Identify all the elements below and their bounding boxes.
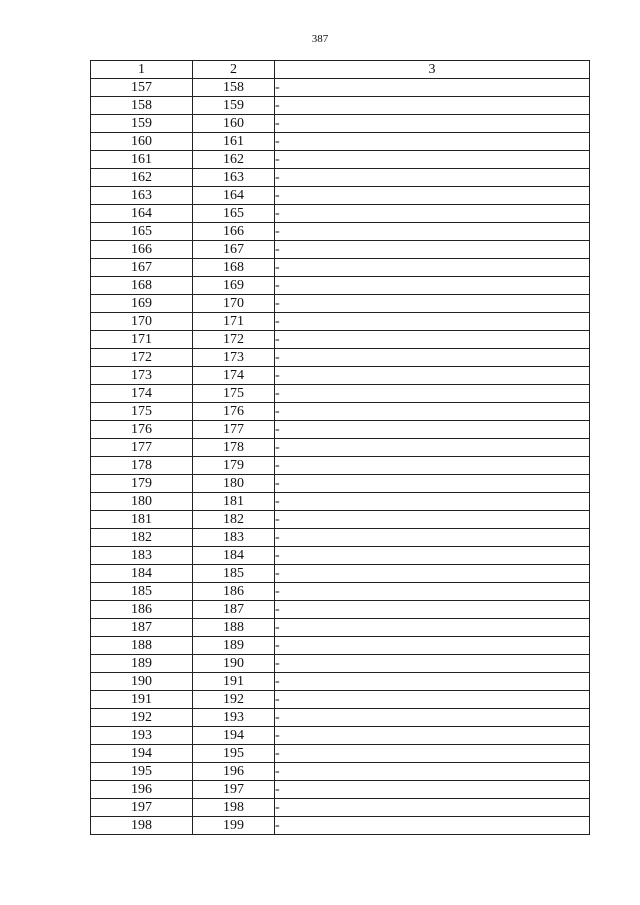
table-row — [91, 475, 590, 493]
table-cell-col-2: 181 — [193, 493, 275, 511]
table-row — [91, 223, 590, 241]
table-cell-col-3: - — [275, 187, 590, 205]
table-cell-col-1: 191 — [91, 691, 193, 709]
table-cell-col-1: 192 — [91, 709, 193, 727]
table-cell-col-2: 189 — [193, 637, 275, 655]
table-row — [91, 745, 590, 763]
table-row — [91, 385, 590, 403]
table-cell-col-2: 180 — [193, 475, 275, 493]
table-cell-col-1: 175 — [91, 403, 193, 421]
table-cell-col-1: 186 — [91, 601, 193, 619]
table-cell-col-3: - — [275, 673, 590, 691]
table-cell-col-3: - — [275, 349, 590, 367]
table-row — [91, 673, 590, 691]
table-cell-col-2: 194 — [193, 727, 275, 745]
table-cell-col-3: - — [275, 583, 590, 601]
table-cell-col-1: 173 — [91, 367, 193, 385]
table-row — [91, 133, 590, 151]
table-cell-col-3: - — [275, 223, 590, 241]
table-row — [91, 781, 590, 799]
column-header-2: 2 — [193, 61, 275, 79]
table-cell-col-3: - — [275, 709, 590, 727]
table-cell-col-3: - — [275, 781, 590, 799]
table-cell-col-1: 188 — [91, 637, 193, 655]
table-cell-col-1: 162 — [91, 169, 193, 187]
table-cell-col-2: 168 — [193, 259, 275, 277]
table-cell-col-3: - — [275, 601, 590, 619]
table-cell-col-1: 184 — [91, 565, 193, 583]
table-cell-col-1: 196 — [91, 781, 193, 799]
table-cell-col-1: 161 — [91, 151, 193, 169]
table-cell-col-1: 166 — [91, 241, 193, 259]
table-cell-col-2: 197 — [193, 781, 275, 799]
table-row — [91, 313, 590, 331]
table-cell-col-1: 177 — [91, 439, 193, 457]
table-cell-col-2: 173 — [193, 349, 275, 367]
table-row — [91, 619, 590, 637]
table-row — [91, 259, 590, 277]
table-cell-col-3: - — [275, 511, 590, 529]
table-cell-col-3: - — [275, 799, 590, 817]
table-cell-col-2: 161 — [193, 133, 275, 151]
table-cell-col-3: - — [275, 403, 590, 421]
table-body — [91, 79, 590, 835]
table-cell-col-1: 187 — [91, 619, 193, 637]
table-cell-col-1: 185 — [91, 583, 193, 601]
table-cell-col-3: - — [275, 295, 590, 313]
column-header-1: 1 — [91, 61, 193, 79]
table-cell-col-3: - — [275, 493, 590, 511]
table-cell-col-2: 196 — [193, 763, 275, 781]
table-cell-col-1: 176 — [91, 421, 193, 439]
table-cell-col-1: 167 — [91, 259, 193, 277]
table-cell-col-3: - — [275, 97, 590, 115]
table-cell-col-2: 178 — [193, 439, 275, 457]
table-row — [91, 97, 590, 115]
table-row — [91, 115, 590, 133]
table-cell-col-3: - — [275, 151, 590, 169]
table-cell-col-3: - — [275, 475, 590, 493]
table-row — [91, 727, 590, 745]
table-cell-col-3: - — [275, 817, 590, 835]
table-cell-col-1: 195 — [91, 763, 193, 781]
table-cell-col-2: 199 — [193, 817, 275, 835]
table-row — [91, 349, 590, 367]
table-row — [91, 277, 590, 295]
table-cell-col-2: 162 — [193, 151, 275, 169]
table-cell-col-2: 187 — [193, 601, 275, 619]
table-row — [91, 241, 590, 259]
table-cell-col-3: - — [275, 727, 590, 745]
table-cell-col-2: 198 — [193, 799, 275, 817]
table-row — [91, 367, 590, 385]
table-cell-col-3: - — [275, 421, 590, 439]
table-header-row — [91, 61, 590, 79]
table-cell-col-3: - — [275, 763, 590, 781]
table-cell-col-2: 195 — [193, 745, 275, 763]
table-row — [91, 295, 590, 313]
table-row — [91, 151, 590, 169]
table-cell-col-2: 184 — [193, 547, 275, 565]
table-cell-col-1: 190 — [91, 673, 193, 691]
table-cell-col-3: - — [275, 457, 590, 475]
table-cell-col-1: 198 — [91, 817, 193, 835]
table-cell-col-2: 160 — [193, 115, 275, 133]
table-cell-col-1: 197 — [91, 799, 193, 817]
table-cell-col-2: 179 — [193, 457, 275, 475]
table-cell-col-2: 165 — [193, 205, 275, 223]
table-cell-col-2: 167 — [193, 241, 275, 259]
table-cell-col-2: 164 — [193, 187, 275, 205]
table-cell-col-2: 170 — [193, 295, 275, 313]
table-cell-col-1: 183 — [91, 547, 193, 565]
table-row — [91, 403, 590, 421]
table-cell-col-3: - — [275, 277, 590, 295]
table-cell-col-3: - — [275, 565, 590, 583]
table-cell-col-1: 193 — [91, 727, 193, 745]
table-cell-col-1: 159 — [91, 115, 193, 133]
table-row — [91, 763, 590, 781]
table-row — [91, 565, 590, 583]
table-cell-col-2: 174 — [193, 367, 275, 385]
table-cell-col-1: 157 — [91, 79, 193, 97]
table-cell-col-2: 159 — [193, 97, 275, 115]
table-row — [91, 709, 590, 727]
table-cell-col-1: 181 — [91, 511, 193, 529]
table-cell-col-3: - — [275, 313, 590, 331]
table-cell-col-2: 163 — [193, 169, 275, 187]
table-cell-col-1: 171 — [91, 331, 193, 349]
table-cell-col-1: 170 — [91, 313, 193, 331]
table-cell-col-2: 190 — [193, 655, 275, 673]
table-cell-col-3: - — [275, 79, 590, 97]
table-row — [91, 511, 590, 529]
table-row — [91, 601, 590, 619]
table-row — [91, 637, 590, 655]
table-row — [91, 169, 590, 187]
table-cell-col-3: - — [275, 745, 590, 763]
table-cell-col-3: - — [275, 385, 590, 403]
table-cell-col-1: 189 — [91, 655, 193, 673]
table-row — [91, 331, 590, 349]
table-cell-col-3: - — [275, 547, 590, 565]
table-row — [91, 547, 590, 565]
table-cell-col-1: 164 — [91, 205, 193, 223]
table-cell-col-3: - — [275, 439, 590, 457]
table-cell-col-3: - — [275, 637, 590, 655]
table-cell-col-3: - — [275, 691, 590, 709]
table-cell-col-2: 166 — [193, 223, 275, 241]
table-cell-col-1: 172 — [91, 349, 193, 367]
table-row — [91, 583, 590, 601]
table-row — [91, 655, 590, 673]
table-row — [91, 205, 590, 223]
table-cell-col-1: 178 — [91, 457, 193, 475]
table-cell-col-2: 172 — [193, 331, 275, 349]
table-cell-col-2: 158 — [193, 79, 275, 97]
table-row — [91, 421, 590, 439]
table-cell-col-1: 168 — [91, 277, 193, 295]
table-cell-col-3: - — [275, 133, 590, 151]
table-cell-col-1: 163 — [91, 187, 193, 205]
table-cell-col-3: - — [275, 241, 590, 259]
table-cell-col-2: 171 — [193, 313, 275, 331]
column-header-3: 3 — [275, 61, 590, 79]
table-cell-col-1: 182 — [91, 529, 193, 547]
table-cell-col-2: 182 — [193, 511, 275, 529]
table-cell-col-2: 188 — [193, 619, 275, 637]
table-cell-col-2: 183 — [193, 529, 275, 547]
table-row — [91, 493, 590, 511]
table-row — [91, 799, 590, 817]
table-row — [91, 691, 590, 709]
table-cell-col-3: - — [275, 205, 590, 223]
table-cell-col-3: - — [275, 529, 590, 547]
data-table — [90, 60, 590, 835]
table-cell-col-2: 191 — [193, 673, 275, 691]
table-cell-col-3: - — [275, 115, 590, 133]
table-cell-col-1: 158 — [91, 97, 193, 115]
table-cell-col-1: 194 — [91, 745, 193, 763]
table-row — [91, 79, 590, 97]
table-cell-col-3: - — [275, 169, 590, 187]
table-cell-col-2: 176 — [193, 403, 275, 421]
table-cell-col-3: - — [275, 259, 590, 277]
table-cell-col-1: 174 — [91, 385, 193, 403]
table-cell-col-3: - — [275, 619, 590, 637]
page-number: 387 — [311, 33, 329, 45]
table-cell-col-1: 165 — [91, 223, 193, 241]
table-cell-col-2: 193 — [193, 709, 275, 727]
table-cell-col-1: 180 — [91, 493, 193, 511]
table-cell-col-2: 192 — [193, 691, 275, 709]
table-cell-col-1: 179 — [91, 475, 193, 493]
table-cell-col-2: 186 — [193, 583, 275, 601]
table-cell-col-2: 185 — [193, 565, 275, 583]
table-row — [91, 817, 590, 835]
table-cell-col-2: 175 — [193, 385, 275, 403]
table-row — [91, 529, 590, 547]
table-cell-col-1: 160 — [91, 133, 193, 151]
table-cell-col-2: 177 — [193, 421, 275, 439]
table-row — [91, 187, 590, 205]
table-row — [91, 439, 590, 457]
table-cell-col-3: - — [275, 331, 590, 349]
table-cell-col-3: - — [275, 655, 590, 673]
table-cell-col-2: 169 — [193, 277, 275, 295]
table-row — [91, 457, 590, 475]
table-cell-col-3: - — [275, 367, 590, 385]
table-cell-col-1: 169 — [91, 295, 193, 313]
